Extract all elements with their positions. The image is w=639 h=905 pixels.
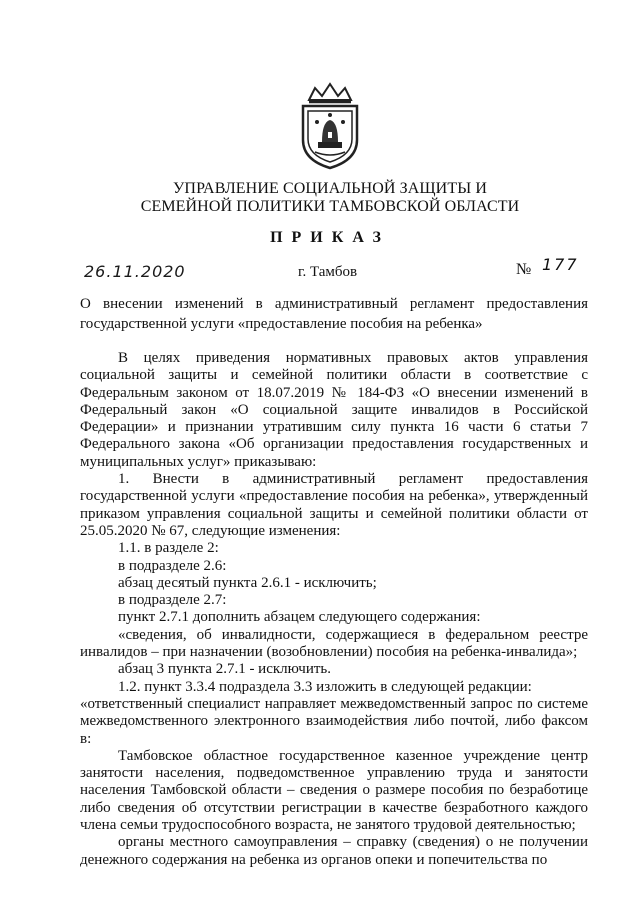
list-item: в подразделе 2.7: bbox=[118, 592, 227, 609]
handwritten-number: 177 bbox=[542, 255, 579, 274]
document-type-title: ПРИКАЗ bbox=[270, 229, 390, 246]
city: г. Тамбов bbox=[298, 264, 358, 280]
list-item: 1.2. пункт 3.3.4 подраздела 3.3 изложить в следующей редакции: bbox=[118, 678, 532, 695]
document-body bbox=[80, 350, 588, 869]
list-item: абзац десятый пункта 2.6.1 - исключить; bbox=[118, 574, 377, 591]
list-item: пункт 2.7.1 дополнить абзацем следующего содержания: bbox=[118, 609, 481, 626]
handwritten-date: 26.11.2020 bbox=[84, 262, 186, 281]
number-label: № bbox=[516, 261, 532, 278]
quoted-paragraph: «ответственный специалист направляет межведомственный запрос по системе межведомственного электронного взаимодействия либо почтой, либо факсом в: bbox=[80, 695, 588, 747]
list-item: 1.1. в разделе 2: bbox=[118, 540, 219, 557]
list-item: абзац 3 пункта 2.7.1 - исключить. bbox=[118, 661, 331, 678]
org-name-line2: СЕМЕЙНОЙ ПОЛИТИКИ ТАМБОВСКОЙ ОБЛАСТИ bbox=[140, 198, 520, 215]
preamble-paragraph: В целях приведения нормативных правовых актов управления социальной защиты и семейной политики области в соответствие с Федеральным законом от 18.07.2019 № 184-ФЗ «О внесении изменений в Федеральный закон «О социальной защите инвалидов в Российской Федерации» и признании утратившим силу пункта 16 части 6 статьи 7 Федерального закона «Об организации предоставления государственных и муниципальных услуг» приказываю: bbox=[80, 350, 588, 470]
org-name-line1: УПРАВЛЕНИЕ СОЦИАЛЬНОЙ ЗАЩИТЫ И bbox=[173, 180, 487, 197]
document-subject: О внесении изменений в административный регламент предоставления государственной услуги «предоставление пособия на ребенка» bbox=[80, 296, 588, 332]
tambov-coat-of-arms-icon bbox=[295, 82, 365, 170]
quoted-addition: «сведения, об инвалидности, содержащиеся в федеральном реестре инвалидов – при назначении (возобновлении) пособия на ребенка-инвалида»; bbox=[80, 626, 588, 661]
point-1-paragraph: 1. Внести в административный регламент предоставления государственной услуги «предоставление пособия на ребенка», утвержденный приказом управления социальной защиты и семейной политики области от 25.05.2020 № 67, следующие изменения: bbox=[80, 471, 588, 539]
list-item: в подразделе 2.6: bbox=[118, 557, 227, 574]
paragraph: Тамбовское областное государственное казенное учреждение центр занятости населения, подведомственное управлению труда и занятости населения Тамбовской области – сведения о размере пособия по безработице либо сведения об отсутствии регистрации в качестве безработного каждого члена семьи трудоспособного возраста, не занятого трудовой деятельностью; bbox=[80, 747, 588, 834]
paragraph: органы местного самоуправления – справку (сведения) о не получении денежного содержания на ребенка из органов опеки и попечительства по bbox=[80, 834, 588, 868]
